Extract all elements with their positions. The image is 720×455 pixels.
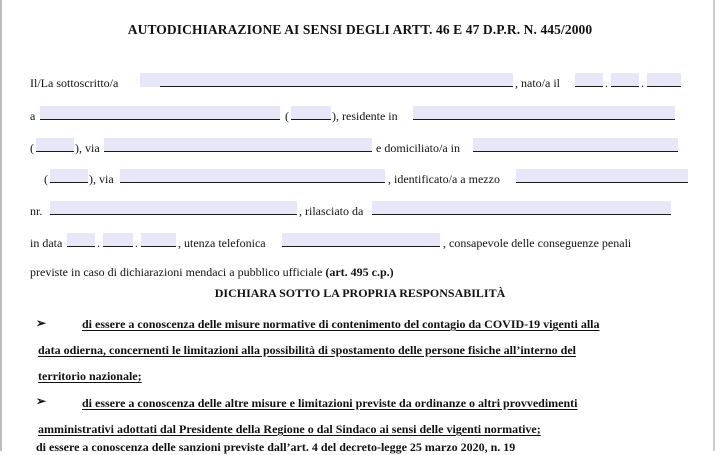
input-rilascio-anno[interactable] bbox=[141, 233, 176, 247]
section-heading: DICHIARA SOTTO LA PROPRIA RESPONSABILITÀ bbox=[214, 286, 506, 300]
label-previste bbox=[30, 265, 394, 279]
input-provincia-nascita[interactable] bbox=[291, 106, 331, 120]
label-nr: nr. bbox=[30, 204, 43, 218]
input-luogo-nascita[interactable] bbox=[40, 106, 280, 120]
art-reference: (art. 495 c.p.) bbox=[325, 265, 394, 279]
label-dot: . bbox=[135, 236, 138, 250]
label-nato-il: , nato/a il bbox=[515, 76, 560, 90]
label-consapevole: , consapevole delle conseguenze penali bbox=[443, 236, 632, 250]
declaration-1-line-2: data odierna, concernenti le limitazioni alla possibilità di spostamento delle persone fisiche all’interno del bbox=[38, 343, 576, 357]
label-dot: . bbox=[605, 76, 608, 90]
label-paren-open: ( bbox=[285, 109, 289, 123]
input-comune-domicilio[interactable] bbox=[473, 138, 678, 152]
label-via: ), via bbox=[75, 141, 100, 155]
label-via: ), via bbox=[89, 172, 114, 186]
input-numero-documento[interactable] bbox=[50, 201, 297, 215]
declaration-3-clipped bbox=[36, 440, 676, 454]
label-a: a bbox=[30, 109, 36, 123]
label-in-data: in data bbox=[30, 236, 63, 250]
label-utenza-telefonica: , utenza telefonica bbox=[178, 236, 266, 250]
document-title: AUTODICHIARAZIONE AI SENSI DEGLI ARTT. 46 E 47 D.P.R. N. 445/2000 bbox=[127, 22, 593, 37]
previste-text: previste in caso di dichiarazioni mendaci a pubblico ufficiale bbox=[30, 265, 323, 279]
label-dot: . bbox=[641, 76, 644, 90]
page-edge-right bbox=[713, 0, 715, 451]
input-via-domicilio[interactable] bbox=[120, 169, 385, 183]
input-nascita-giorno[interactable] bbox=[575, 73, 603, 87]
label-sottoscritto: Il/La sottoscritto/a bbox=[30, 76, 119, 90]
input-via-residenza[interactable] bbox=[104, 138, 372, 152]
declaration-2-line-1: di essere a conoscenza delle altre misure e limitazioni previste da ordinanze o altri provvedimenti bbox=[82, 396, 578, 410]
input-nascita-anno[interactable] bbox=[647, 73, 681, 87]
declaration-1-line-3: territorio nazionale; bbox=[38, 369, 142, 383]
input-rilascio-mese[interactable] bbox=[103, 233, 133, 247]
label-paren-open: ( bbox=[30, 141, 34, 155]
page-edge-left bbox=[0, 0, 2, 451]
input-provincia-residenza[interactable] bbox=[36, 138, 74, 152]
input-comune-residenza[interactable] bbox=[413, 106, 675, 120]
label-paren-open: ( bbox=[44, 172, 48, 186]
label-dot: . bbox=[97, 236, 100, 250]
field-shade bbox=[140, 73, 160, 87]
input-documento[interactable] bbox=[516, 169, 688, 183]
input-ente-rilascio[interactable] bbox=[372, 201, 671, 215]
label-rilasciato-da: , rilasciato da bbox=[299, 204, 364, 218]
input-nome-cognome[interactable] bbox=[160, 73, 513, 87]
declaration-2-line-2: amministrativi adottati dal Presidente della Regione o dal Sindaco ai sensi delle vigenti normative; bbox=[38, 422, 541, 436]
label-domiciliato-in: e domiciliato/a in bbox=[376, 141, 460, 155]
label-identificato: , identificato/a a mezzo bbox=[388, 172, 500, 186]
bullet-arrow-icon: ➢ bbox=[36, 394, 47, 408]
input-rilascio-giorno[interactable] bbox=[67, 233, 95, 247]
declaration-3-line-1: di essere a conoscenza delle sanzioni previste dall’art. 4 del decreto-legge 25 marzo 2020, n. 19 bbox=[36, 440, 516, 454]
input-provincia-domicilio[interactable] bbox=[50, 169, 88, 183]
bullet-arrow-icon: ➢ bbox=[36, 316, 47, 330]
label-residente-in: ), residente in bbox=[332, 109, 398, 123]
input-nascita-mese[interactable] bbox=[611, 73, 639, 87]
declaration-1-line-1: di essere a conoscenza delle misure normative di contenimento del contagio da COVID-19 vigenti alla bbox=[82, 317, 600, 331]
input-telefono[interactable] bbox=[282, 233, 440, 247]
